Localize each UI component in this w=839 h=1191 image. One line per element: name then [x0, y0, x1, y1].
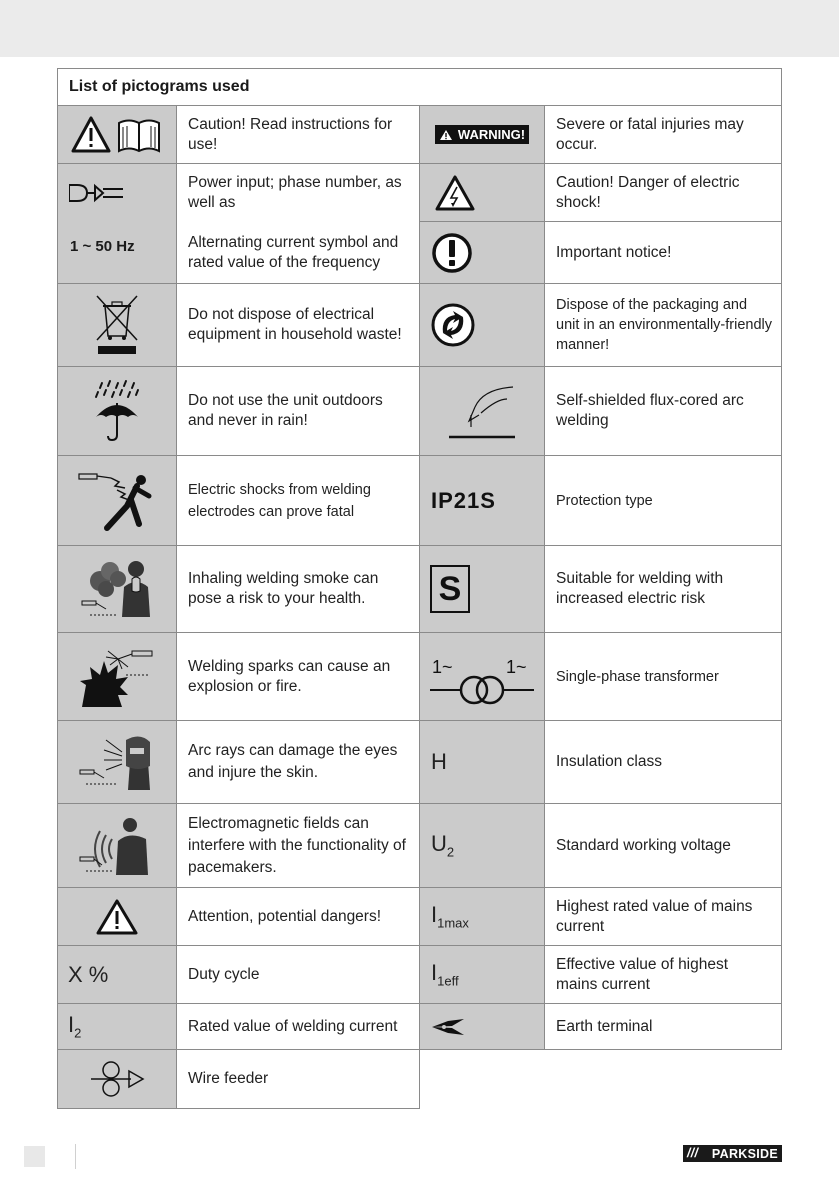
warning-triangle-icon [57, 887, 177, 946]
duty-cycle-symbol: X % [68, 961, 109, 987]
electric-shock-person-icon [57, 455, 177, 546]
pictogram-description: Single-phase transformer [544, 632, 782, 721]
pictogram-table [57, 68, 782, 1109]
umbrella-rain-icon [57, 366, 177, 456]
pictogram-description: Standard working voltage [544, 803, 782, 888]
pictogram-description: Inhaling welding smoke can pose a risk to your health. [176, 545, 420, 633]
frequency-symbol: 1 ~ 50 Hz [70, 238, 135, 255]
pictogram-description: Rated value of welding current [176, 1003, 420, 1050]
warning-and-book-icon [57, 105, 177, 164]
single-phase-transformer-icon [419, 632, 545, 721]
page-number-box [24, 1146, 45, 1167]
earth-clamp-icon [419, 1003, 545, 1050]
pictogram-description: Welding sparks can cause an explosion or fire. [176, 632, 420, 721]
working-voltage-symbol-cell [419, 803, 545, 888]
top-margin-band [0, 0, 839, 57]
insulation-class-symbol-cell [419, 720, 545, 804]
explosion-sparks-icon [57, 632, 177, 721]
phase-label-right: 1~ [506, 657, 527, 677]
pictogram-description: Earth terminal [544, 1003, 782, 1050]
electric-shock-triangle-icon [419, 163, 545, 222]
pictogram-description: Duty cycle [176, 945, 420, 1004]
s-symbol-cell [419, 545, 545, 633]
max-mains-current-symbol: $I_{1max}$ [431, 902, 469, 931]
duty-cycle-symbol-cell [57, 945, 177, 1004]
pictogram-description: Insulation class [544, 720, 782, 804]
important-notice-icon [419, 221, 545, 284]
warning-badge-icon [419, 105, 545, 164]
s-symbol-box: S [430, 565, 470, 613]
pictogram-description: Arc rays can damage the eyes and injure the skin. [176, 720, 420, 804]
pictogram-description: Caution! Danger of electric shock! [544, 163, 782, 222]
green-dot-recycling-icon [419, 283, 545, 367]
pictogram-description: Electric shocks from welding electrodes can prove fatal [176, 455, 420, 546]
arc-rays-mask-icon [57, 720, 177, 804]
pictogram-description: Attention, potential dangers! [176, 887, 420, 946]
power-input-cell [57, 163, 177, 284]
welding-smoke-icon [57, 545, 177, 633]
flux-cored-arc-icon [419, 366, 545, 456]
pictogram-description: Important notice! [544, 221, 782, 284]
phase-label-left: 1~ [432, 657, 453, 677]
pictogram-description: Self-shielded flux-cored arc welding [544, 366, 782, 456]
pictogram-description: Dispose of the packaging and unit in an environmentally-friendly manner! [544, 283, 782, 367]
max-mains-current-symbol-cell [419, 887, 545, 946]
welding-current-symbol: $I_2$ [68, 1012, 82, 1041]
protection-type-symbol-cell [419, 455, 545, 546]
pictogram-description: Caution! Read instructions for use! [176, 105, 420, 164]
pictogram-description: Power input; phase number, as well as [188, 174, 402, 211]
pictogram-description: Do not use the unit outdoors and never in rain! [176, 366, 420, 456]
crossed-out-bin-icon [57, 283, 177, 367]
pictogram-description: Alternating current symbol and rated value of the frequency [188, 234, 399, 271]
footer-divider [75, 1144, 76, 1169]
pictogram-description: Wire feeder [176, 1049, 420, 1109]
pictogram-description: Electromagnetic fields can interfere with the functionality of pacemakers. [176, 803, 420, 888]
pictogram-description: Effective value of highest mains current [544, 945, 782, 1004]
warning-badge: WARNING! [435, 125, 529, 144]
eff-mains-current-symbol: $I_{1eff}$ [431, 960, 459, 989]
parkside-logo: /// PARKSIDE [683, 1145, 782, 1162]
welding-current-symbol-cell [57, 1003, 177, 1050]
power-input-text-cell [176, 163, 420, 284]
wire-feeder-icon [57, 1049, 177, 1109]
working-voltage-symbol: $U_2$ [431, 831, 455, 860]
pictogram-description: Do not dispose of electrical equipment in household waste! [176, 283, 420, 367]
pictogram-description: Severe or fatal injuries may occur. [544, 105, 782, 164]
eff-mains-current-symbol-cell [419, 945, 545, 1004]
electromagnetic-field-icon [57, 803, 177, 888]
pictogram-description: Suitable for welding with increased electric risk [544, 545, 782, 633]
ip21s-symbol: IP21S [431, 487, 496, 513]
pictogram-description: Highest rated value of mains current [544, 887, 782, 946]
power-plug-icon [69, 182, 125, 204]
pictogram-description: Protection type [544, 455, 782, 546]
insulation-class-symbol: H [431, 749, 447, 774]
table-title: List of pictograms used [57, 68, 782, 106]
